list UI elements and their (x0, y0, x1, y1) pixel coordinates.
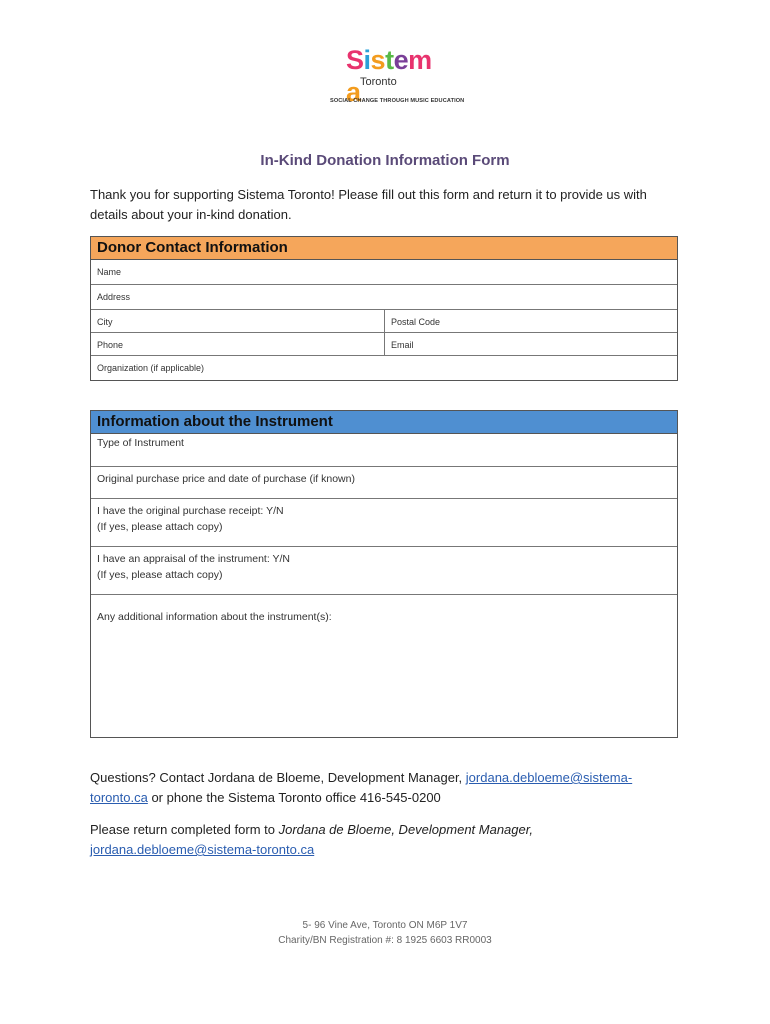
intro-paragraph: Thank you for supporting Sistema Toronto! Please fill out this form and return it to provide us with details about your in-kind donation. (90, 187, 647, 222)
organization-field[interactable]: Organization (if applicable) (97, 363, 205, 373)
contact-email-part1: jordana.debloeme@sistema- (465, 770, 633, 785)
instrument-type-row (91, 434, 677, 467)
additional-info-field[interactable]: Any additional information about the instrument(s): (97, 611, 332, 623)
donor-contact-section (90, 236, 678, 381)
receipt-question: I have the original purchase receipt: Y/N (97, 505, 284, 517)
postal-code-field[interactable]: Postal Code (384, 310, 677, 332)
page-title: In-Kind Donation Information Form (260, 152, 510, 169)
sistema-toronto-logo (330, 44, 465, 108)
contact-suffix: or phone the Sistema Toronto office 416-545-0200 (147, 790, 441, 805)
return-email-link[interactable]: jordana.debloeme@sistema-toronto.ca (90, 842, 315, 857)
city-postal-row (91, 310, 677, 333)
footer-registration: Charity/BN Registration #: 8 1925 6603 RR0003 (278, 935, 492, 946)
receipt-row (91, 499, 677, 547)
return-prefix: Please return completed form to (90, 822, 279, 837)
address-field[interactable]: Address (97, 292, 131, 302)
appraisal-note: (If yes, please attach copy) (97, 569, 223, 581)
name-field[interactable]: Name (97, 267, 122, 277)
logo-tagline: SOCIAL CHANGE THROUGH MUSIC EDUCATION (330, 98, 465, 104)
appraisal-field[interactable] (91, 547, 677, 594)
logo-letter: t (385, 45, 394, 75)
additional-info-row (91, 595, 677, 737)
phone-email-row (91, 333, 677, 356)
footer (0, 918, 770, 948)
contact-email-part2: toronto.ca (90, 790, 148, 805)
return-recipient: Jordana de Bloeme, Development Manager, (278, 822, 533, 837)
logo-city: Toronto (360, 76, 397, 88)
appraisal-question: I have an appraisal of the instrument: Y/N (97, 553, 290, 565)
receipt-field[interactable] (91, 499, 677, 546)
logo-letter: S (346, 45, 364, 75)
donor-section-heading: Donor Contact Information (91, 237, 677, 260)
logo-letter: s (370, 45, 386, 75)
purchase-price-field[interactable]: Original purchase price and date of purchase (if known) (97, 473, 355, 485)
logo-letter: e (393, 45, 409, 75)
footer-address: 5- 96 Vine Ave, Toronto ON M6P 1V7 (302, 920, 468, 931)
instrument-section (90, 410, 678, 738)
email-field[interactable]: Email (384, 333, 677, 355)
questions-paragraph (90, 768, 680, 808)
address-row (91, 285, 677, 310)
phone-field[interactable]: Phone (97, 340, 124, 350)
receipt-note: (If yes, please attach copy) (97, 521, 223, 533)
appraisal-row (91, 547, 677, 595)
return-paragraph (90, 820, 680, 860)
name-row (91, 260, 677, 285)
instrument-type-field[interactable]: Type of Instrument (97, 437, 184, 449)
logo-letter: i (363, 45, 371, 75)
instrument-section-heading: Information about the Instrument (91, 411, 677, 434)
contact-prefix: Questions? Contact Jordana de Bloeme, Development Manager, (90, 770, 466, 785)
logo-letter: m (408, 45, 432, 75)
city-field[interactable]: City (97, 317, 113, 327)
logo-letter: a (346, 77, 361, 107)
organization-row (91, 356, 677, 380)
purchase-row (91, 467, 677, 499)
